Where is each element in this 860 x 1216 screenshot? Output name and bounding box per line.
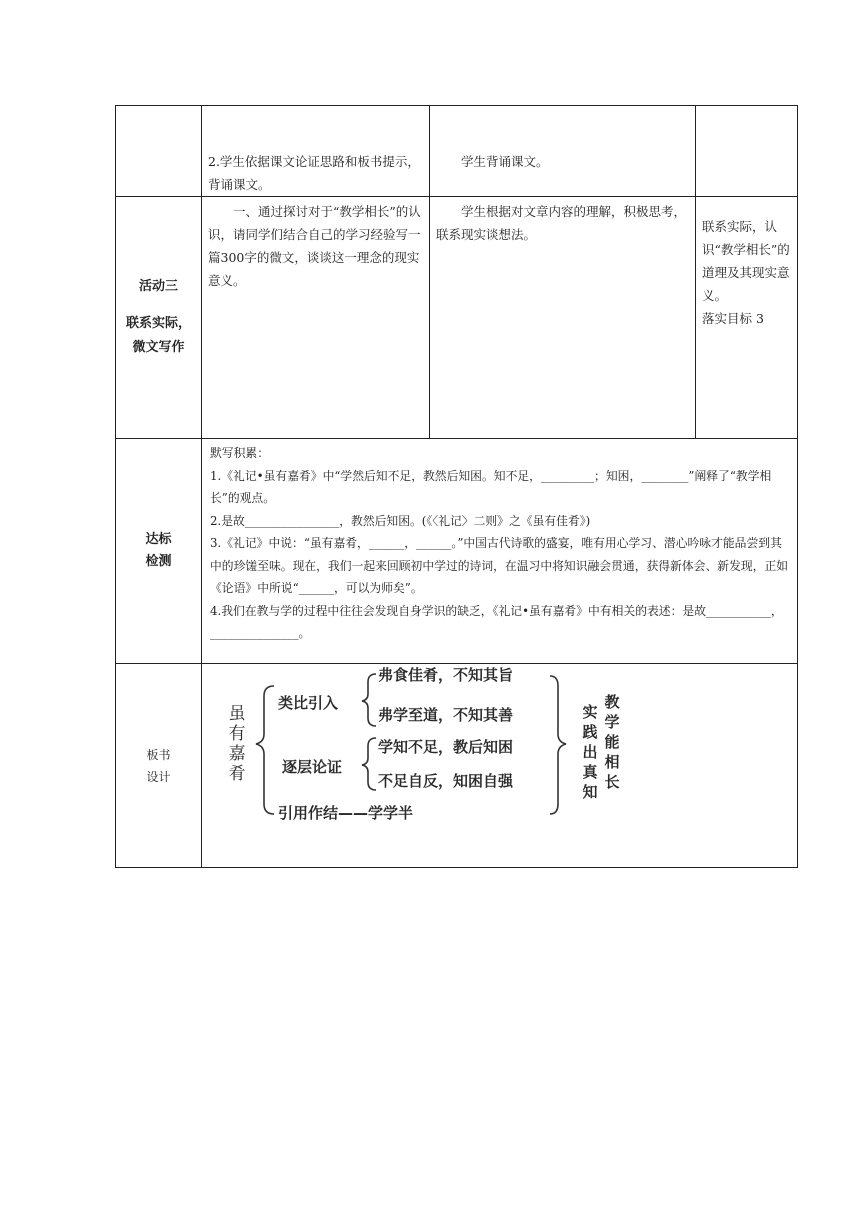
board-label-line: 设计	[146, 769, 171, 784]
board-design-cell	[202, 664, 798, 868]
board-leaf: 弗学至道，不知其善	[378, 706, 514, 724]
test-question: 2.是故________________，教然后知困。(《〈礼记〉二则》之《虽有佳肴》)	[210, 513, 591, 528]
student-activity-cell	[430, 197, 696, 439]
table-row	[116, 197, 798, 439]
teacher-activity-text: 一、通过探讨对于“教学相长”的认识，请同学们结合自己的学习经验写一篇300字的微文，谈谈这一理念的现实意义。	[208, 204, 421, 288]
test-question: 1.《礼记•虽有嘉肴》中“学然后知不足，教然后知困。知不足，_________；知困，________”阐释了“教学相长”的观点。	[210, 468, 772, 505]
board-title: 虽有嘉肴	[228, 704, 246, 784]
board-branch-3: 引用作结——学学半	[278, 804, 414, 822]
activity-title: 活动三	[138, 279, 178, 294]
board-label-line: 板书	[146, 747, 171, 762]
student-activity-cell	[430, 106, 696, 197]
board-conclusion-1: 实践出真知	[582, 703, 598, 801]
table-row	[116, 106, 798, 197]
test-heading: 默写积累：	[210, 446, 269, 460]
main-brace	[256, 686, 274, 814]
design-intent-text: 联系实际，认识“教学相长”的道理及其现实意义。	[702, 219, 790, 303]
activity-subtitle	[116, 312, 201, 360]
board-leaf: 学知不足，教后知困	[378, 738, 514, 756]
lesson-plan-table	[115, 105, 798, 868]
board-label-cell	[116, 664, 202, 868]
test-label-line: 达标	[145, 532, 172, 547]
table-row	[116, 439, 798, 664]
board-branch-2: 逐层论证	[282, 758, 343, 776]
activity-subtitle-line: 联系实际，	[125, 316, 191, 331]
board-branch-1: 类比引入	[278, 694, 339, 712]
teacher-activity-cell	[202, 197, 430, 439]
test-label-cell	[116, 439, 202, 664]
test-content-cell	[202, 439, 798, 664]
student-activity-text: 学生根据对文章内容的理解，积极思考，联系现实谈想法。	[436, 204, 687, 242]
board-design	[202, 664, 797, 866]
board-conclusion-2: 教学能相长	[604, 693, 620, 791]
right-brace	[550, 676, 566, 814]
teacher-activity-text: 2.学生依据课文论证思路和板书提示，背诵课文。	[208, 154, 420, 192]
design-intent-cell	[696, 197, 798, 439]
stage-cell-empty	[116, 106, 202, 197]
teacher-activity-cell	[202, 106, 430, 197]
test-label-line: 检测	[145, 554, 172, 569]
test-question: 4.我们在教与学的过程中往往会发现自身学识的缺乏，《礼记•虽有嘉肴》中有相关的表述：是故___________，_______________。	[210, 603, 783, 640]
activity-label-cell	[116, 197, 202, 439]
board-leaf: 不足自反，知困自强	[378, 772, 514, 790]
sub-brace-2	[362, 738, 376, 790]
student-activity-text: 学生背诵课文。	[461, 154, 549, 169]
test-content	[202, 439, 797, 645]
goal-text: 落实目标 3	[702, 311, 764, 326]
test-question: 3.《礼记》中说：“虽有嘉肴，______，______。”中国古代诗歌的盛宴，唯有用心学习、潜心吟咏才能品尝到其中的珍馐至味。现在，我们一起来回顾初中学过的诗词，在温习中将知识融会贯通，获得新体会、新发现，正如《论语》中所说“______，可以为师矣”。	[210, 536, 789, 595]
intent-cell-empty	[696, 106, 798, 197]
table-row	[116, 664, 798, 868]
activity-subtitle-line: 微文写作	[132, 340, 185, 355]
board-brackets	[202, 664, 642, 866]
sub-brace-1	[362, 674, 376, 726]
board-leaf: 弗食佳肴，不知其旨	[378, 666, 514, 684]
